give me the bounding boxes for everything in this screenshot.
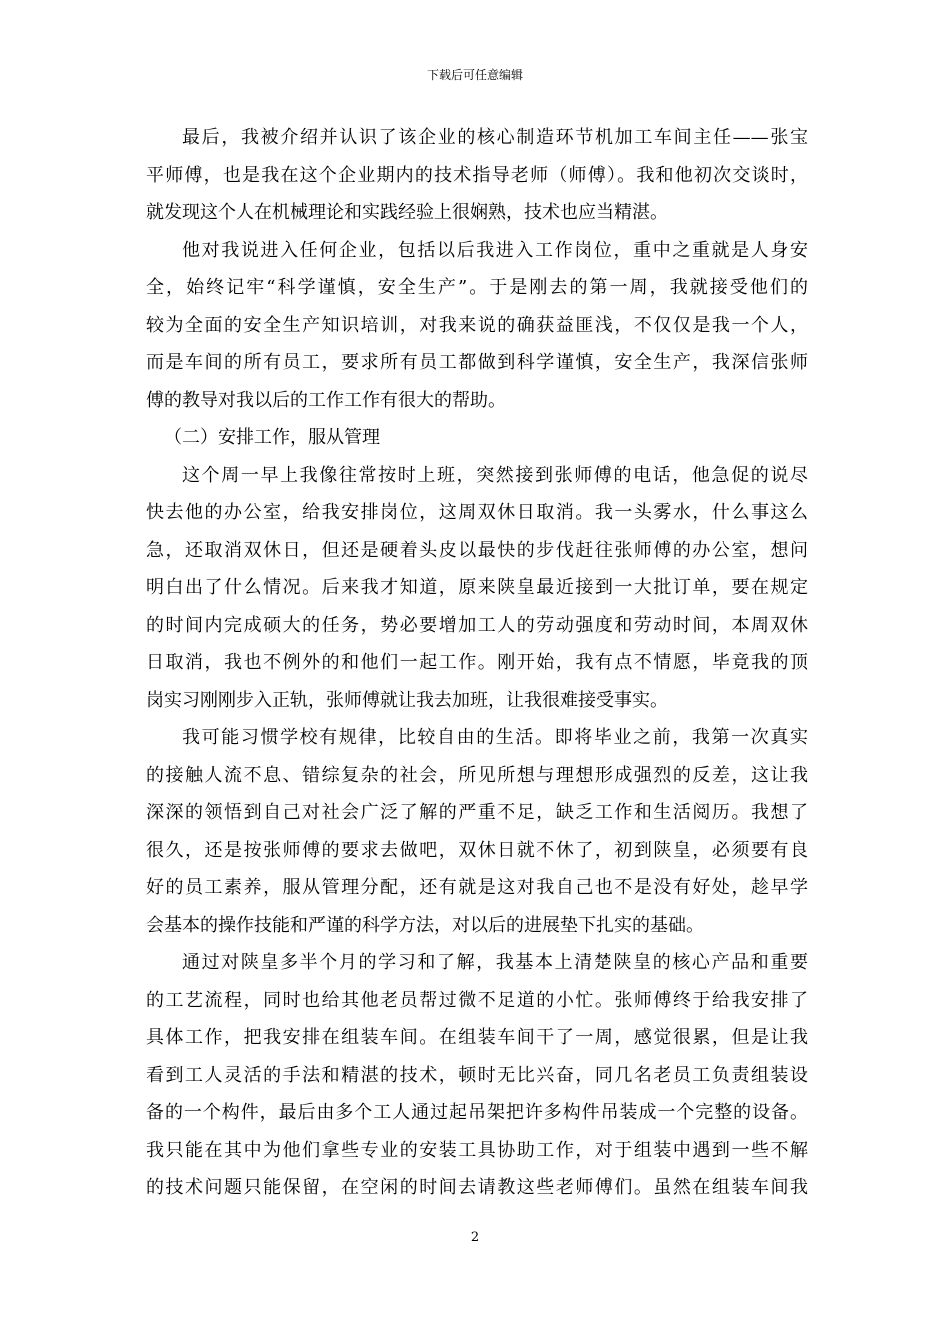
text-line: 深深的领悟到自己对社会广泛了解的严重不足，缺乏工作和生活阅历。我想了 — [146, 802, 808, 823]
text-line: 他对我说进入任何企业，包括以后我进入工作岗位，重中之重就是人身安 — [182, 239, 808, 261]
text-line: 我可能习惯学校有规律，比较自由的生活。即将毕业之前，我第一次真实 — [182, 727, 808, 748]
text-line: 好的员工素养，服从管理分配，还有就是这对我自己也不是没有好处，趁早学 — [146, 877, 808, 898]
text-line: 明白出了什么情况。后来我才知道，原来陕皇最近接到一大批订单，要在规定 — [146, 577, 808, 598]
text-line: 平师傅，也是我在这个企业期内的技术指导老师（师傅）。我和他初次交谈时， — [146, 164, 808, 186]
text-line: 这个周一早上我像往常按时上班，突然接到张师傅的电话，他急促的说尽 — [182, 464, 808, 486]
text-line: 最后，我被介绍并认识了该企业的核心制造环节机加工车间主任——张宝 — [182, 127, 808, 148]
text-line: 就发现这个人在机械理论和实践经验上很娴熟，技术也应当精湛。 — [146, 202, 668, 223]
text-line: 急，还取消双休日，但还是硬着头皮以最快的步伐赶往张师傅的办公室，想问 — [146, 539, 808, 561]
text-line: 岗实习刚刚步入正轨，张师傅就让我去加班，让我很难接受事实。 — [146, 689, 668, 711]
text-line: 傅的教导对我以后的工作工作有很大的帮助。 — [146, 389, 506, 411]
section-heading: （二）安排工作，服从管理 — [164, 427, 380, 448]
document-body — [146, 119, 808, 1207]
text-line: 的时间内完成硕大的任务，势必要增加工人的劳动强度和劳动时间，本周双休 — [146, 614, 808, 636]
page-header: 下载后可任意编辑 — [426, 68, 523, 82]
text-line: 通过对陕皇多半个月的学习和了解，我基本上清楚陕皇的核心产品和重要 — [182, 952, 808, 973]
text-line: 全，始终记牢“科学谨慎，安全生产”。于是刚去的第一周，我就接受他们的 — [146, 277, 808, 298]
text-line: 很久，还是按张师傅的要求去做吧，双休日就不休了，初到陕皇，必须要有良 — [146, 839, 808, 861]
text-line: 具体工作，把我安排在组装车间。在组装车间干了一周，感觉很累，但是让我 — [146, 1027, 808, 1048]
page-number: 2 — [470, 1230, 480, 1245]
text-line: 快去他的办公室，给我安排岗位，这周双休日取消。我一头雾水，什么事这么 — [146, 502, 808, 523]
text-line: 日取消，我也不例外的和他们一起工作。刚开始，我有点不情愿，毕竟我的顶 — [146, 652, 808, 673]
text-line: 会基本的操作技能和严谨的科学方法，对以后的进展垫下扎实的基础。 — [146, 914, 704, 936]
text-line: 备的一个构件，最后由多个工人通过起吊架把许多构件吊装成一个完整的设备。 — [146, 1102, 808, 1123]
text-line: 而是车间的所有员工，要求所有员工都做到科学谨慎，安全生产，我深信张师 — [146, 352, 808, 373]
text-line: 我只能在其中为他们拿些专业的安装工具协助工作，对于组装中遇到一些不解 — [146, 1139, 808, 1161]
text-line: 的工艺流程，同时也给其他老员帮过微不足道的小忙。张师傅终于给我安排了 — [146, 989, 808, 1011]
text-line: 的技术问题只能保留，在空闲的时间去请教这些老师傅们。虽然在组装车间我 — [146, 1177, 808, 1198]
text-line: 看到工人灵活的手法和精湛的技术，顿时无比兴奋，同几名老员工负责组装设 — [146, 1064, 808, 1086]
text-line: 的接触人流不息、错综复杂的社会，所见所想与理想形成强烈的反差，这让我 — [146, 764, 808, 786]
text-line: 较为全面的安全生产知识培训，对我来说的确获益匪浅，不仅仅是我一个人， — [146, 314, 808, 336]
